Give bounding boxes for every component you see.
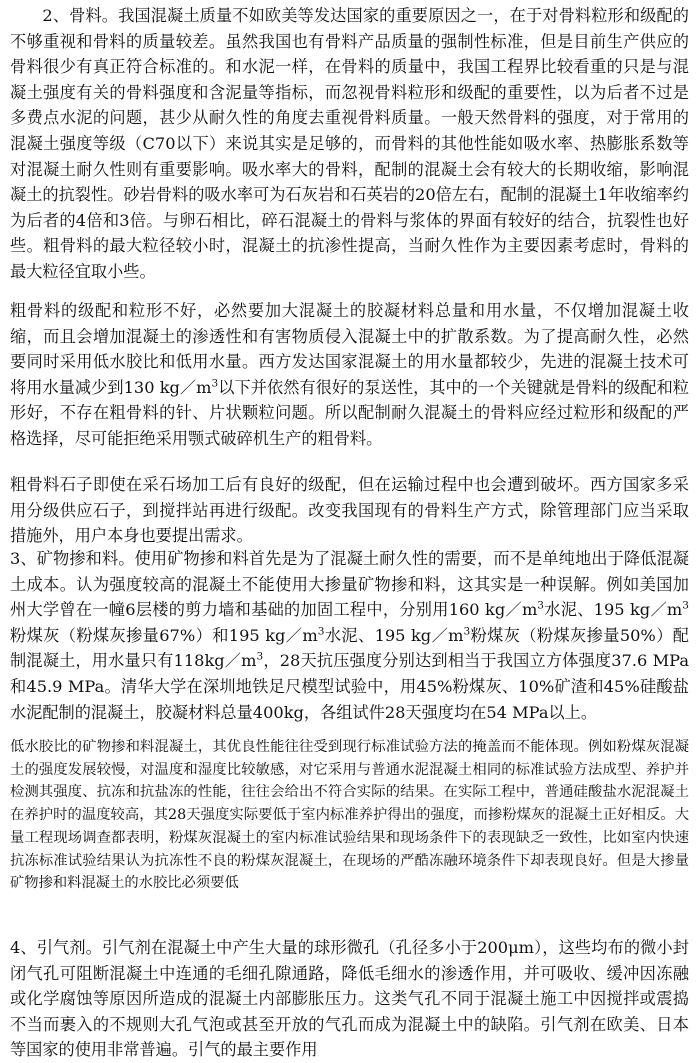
superscript: 3 xyxy=(317,625,325,638)
paragraph-air-entraining-agent: 4、引气剂。引气剂在混凝土中产生大量的球形微孔（孔径多小于200μm），这些均布的微小封闭气孔可阻断混凝土中连通的毛细孔隙通路，降低毛细水的渗透作用，并可吸收、缓冲因冻融或化学腐蚀等原因所造成的混凝土内部膨胀压力。这类气孔不同于混凝土施工中因搅拌或震捣不当而裹入的不规则大孔气泡或甚至开放的气孔而成为混凝土中的缺陷。引气剂在欧美、日本等国家的使用非常普遍。引气的最主要作用 xyxy=(10,938,689,1060)
superscript: 3 xyxy=(537,599,544,612)
superscript: 3 xyxy=(682,599,689,612)
paragraph-text: 以下并依然有很好的泵送性，其中的一个关键就是骨料的级配和粒形好，不存在粗骨料的针、片状颗粒问题。所以配制耐久混凝土的骨料应经过粒形和级配的严格选择，尽可能拒绝采用颚式破碎机生产的粗骨料。 xyxy=(10,377,689,448)
superscript: 3 xyxy=(256,650,264,663)
paragraph-low-binder-ratio: 低水胶比的矿物掺和料混凝土，其优良性能往往受到现行标准试验方法的掩盖而不能体现。例如粉煤灰混凝土的强度发展较慢，对温度和湿度比较敏感，对它采用与普通水泥混凝土相同的标准试验方法成型、养护并检测其强度、抗冻和抗盐冻的性能，往往会给出不符合实际的结果。在实际工程中，普通硅酸盐水泥混凝土在养护时的温度较高，其28天强度实际要低于室内标准养护得出的强度，而掺粉煤灰的混凝土正好相反。大量工程现场调查都表明，粉煤灰混凝土的室内标准试验结果和现场条件下的表现缺乏一致性，比如室内快速抗冻标准试验结果认为抗冻性不良的粉煤灰混凝土，在现场的严酷冻融环境条件下却表现良好。但是大掺量矿物掺和料混凝土的水胶比必须要低 xyxy=(10,739,689,892)
paragraph-text: 水泥、195 kg／m xyxy=(324,625,464,645)
paragraph-graded-supply: 粗骨料石子即使在采石场加工后有良好的级配，但在运输过程中也会遭到破坏。西方国家多采用分级供应石子，到搅拌站再进行级配。改变我国现有的骨料生产方式，除管理部门应当采取措施外，用户本身也要提出需求。 xyxy=(10,475,689,546)
paragraph-text: 3、矿物掺和料。使用矿物掺和料首先是为了混凝土耐久性的需要，而不是单纯地出于降低混凝土成本。认为强度较高的混凝土不能使用大掺量矿物掺和料，这其实是一种误解。例如美国加州大学曾在一幢6层楼的剪力墙和基础的加固工程中，分别用160 kg／m xyxy=(10,549,689,620)
paragraph-mineral-admixture xyxy=(10,546,689,725)
paragraph-text: 粉煤灰（粉煤灰掺量50%）配制混凝土，用水量只有118kg／m xyxy=(10,625,689,671)
paragraph-coarse-aggregate-grading xyxy=(10,298,689,452)
paragraph-aggregate: 2、骨料。我国混凝土质量不如欧美等发达国家的重要原因之一，在于对骨料粒形和级配的不够重视和骨料的质量较差。虽然我国也有骨料产品质量的强制性标准，但是目前生产供应的骨料很少有真正符合标准的。和水泥一样，在骨料的质量中，我国工程界比较看重的只是与混凝土强度有关的骨料强度和含泥量等指标，而忽视骨料粒形和级配的重要性，以为后者不过是多费点水泥的问题，甚少从耐久性的角度去重视骨料质量。一般天然骨料的强度，对于常用的混凝土强度等级（C70以下）来说其实是足够的，而骨料的其他性能如吸水率、热膨胀系数等对混凝土耐久性则有重要影响。吸水率大的骨料，配制的混凝土会有较大的长期收缩，影响混凝土的抗裂性。砂岩骨料的吸水率可为石灰岩和石英岩的20倍左右，配制的混凝土1年收缩率约为后者的4倍和3倍。与卵石相比，碎石混凝土的骨料与浆体的界面有较好的结合，抗裂性也好些。粗骨料的最大粒径较小时，混凝土的抗渗性提高，当耐久性作为主要因素考虑时，骨料的最大粒径宜取小些。 xyxy=(10,6,689,281)
paragraph-text: 粗骨料的级配和粒形不好，必然要加大混凝土的胶凝材料总量和用水量，不仅增加混凝土收缩，而且会增加混凝土的渗透性和有害物质侵入混凝土中的扩散系数。为了提高耐久性，必然要同时采用低水胶比和低用水量。西方发达国家混凝土的用水量都较少，先进的混凝土技术可将用水量减少到130 kg／m xyxy=(10,301,689,397)
superscript: 3 xyxy=(211,377,219,390)
paragraph-text: 粉煤灰（粉煤灰掺量67%）和195 kg／m xyxy=(10,625,318,645)
paragraph-text: ，28天抗压强度分别达到相当于我国立方体强度37.6 MPa和45.9 MPa。清华大学在深圳地铁足尺模型试验中，用45%粉煤灰、10%矿渣和45%硅酸盐水泥配制的混凝土，胶凝材料总量400kg，各组试件28天强度均在54 MPa以上。 xyxy=(10,651,689,722)
superscript: 3 xyxy=(463,625,471,638)
paragraph-text: 水泥、195 kg／m xyxy=(544,600,683,620)
